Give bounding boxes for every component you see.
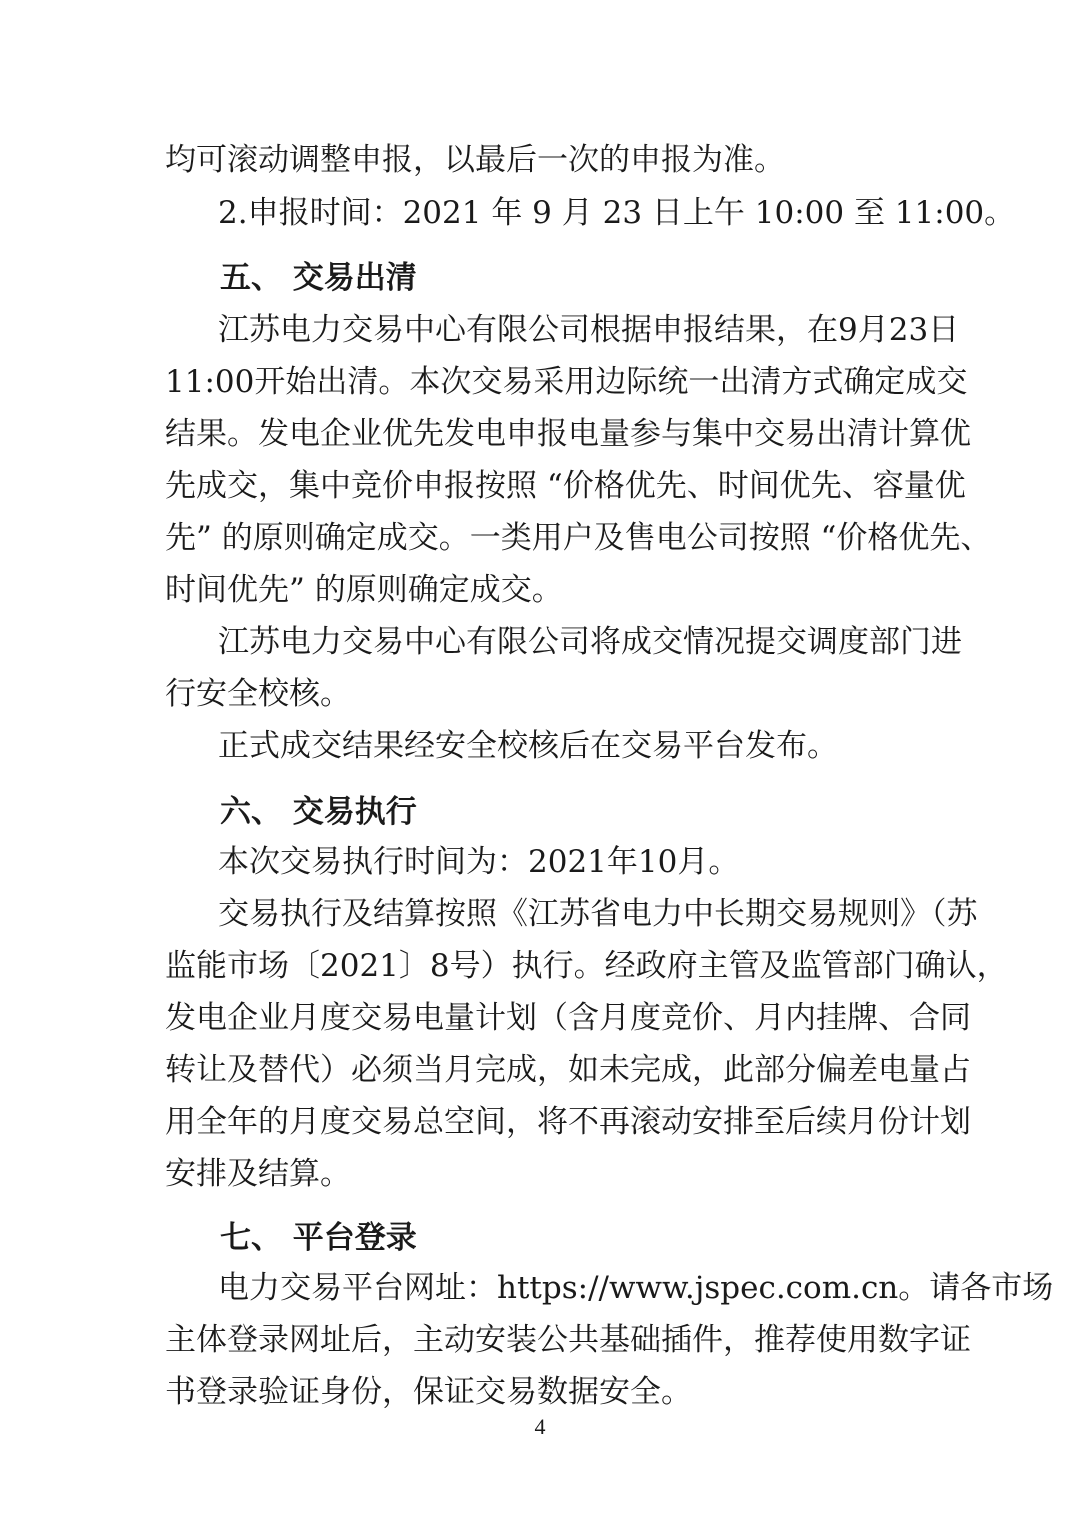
paragraph-line: 正式成交结果经安全校核后在交易平台发布。 <box>218 728 838 764</box>
paragraph-line: 交易执行及结算按照《江苏省电力中长期交易规则》（苏 <box>218 896 978 932</box>
paragraph-line: 本次交易执行时间为：2021年10月。 <box>218 844 740 880</box>
paragraph-line: 江苏电力交易中心有限公司将成交情况提交调度部门进 <box>218 624 962 660</box>
paragraph-line: 2.申报时间：2021 年 9 月 23 日上午 10:00 至 11:00。 <box>218 195 1016 231</box>
paragraph-line: 行安全校核。 <box>165 676 351 712</box>
paragraph-line: 均可滚动调整申报，以最后一次的申报为准。 <box>165 142 785 178</box>
paragraph-line: 江苏电力交易中心有限公司根据申报结果，在9月23日 <box>218 312 960 348</box>
paragraph-line: 安排及结算。 <box>165 1156 351 1192</box>
paragraph-line: 时间优先” 的原则确定成交。 <box>165 572 563 608</box>
section-heading-5: 五、 交易出清 <box>220 260 417 296</box>
section-heading-6: 六、 交易执行 <box>220 794 417 830</box>
paragraph-line: 书登录验证身份，保证交易数据安全。 <box>165 1374 692 1410</box>
paragraph-line: 结果。发电企业优先发电申报电量参与集中交易出清计算优 <box>165 416 971 452</box>
paragraph-line: 主体登录网址后，主动安装公共基础插件，推荐使用数字证 <box>165 1322 971 1358</box>
paragraph-line: 用全年的月度交易总空间，将不再滚动安排至后续月份计划 <box>165 1104 971 1140</box>
paragraph-line: 11:00开始出清。本次交易采用边际统一出清方式确定成交 <box>165 364 968 400</box>
paragraph-line: 先成交，集中竞价申报按照 “价格优先、时间优先、容量优 <box>165 468 966 504</box>
page-number: 4 <box>534 1414 546 1439</box>
section-heading-7: 七、 平台登录 <box>220 1220 417 1256</box>
paragraph-line: 电力交易平台网址：https://www.jspec.com.cn。请各市场 <box>218 1270 1054 1306</box>
paragraph-line: 先” 的原则确定成交。一类用户及售电公司按照 “价格优先、 <box>165 520 992 556</box>
paragraph-line: 发电企业月度交易电量计划（含月度竞价、月内挂牌、合同 <box>165 1000 971 1036</box>
paragraph-line: 转让及替代）必须当月完成，如未完成，此部分偏差电量占 <box>165 1052 971 1088</box>
paragraph-line: 监能市场〔2021〕8号）执行。经政府主管及监管部门确认， <box>165 948 1008 984</box>
